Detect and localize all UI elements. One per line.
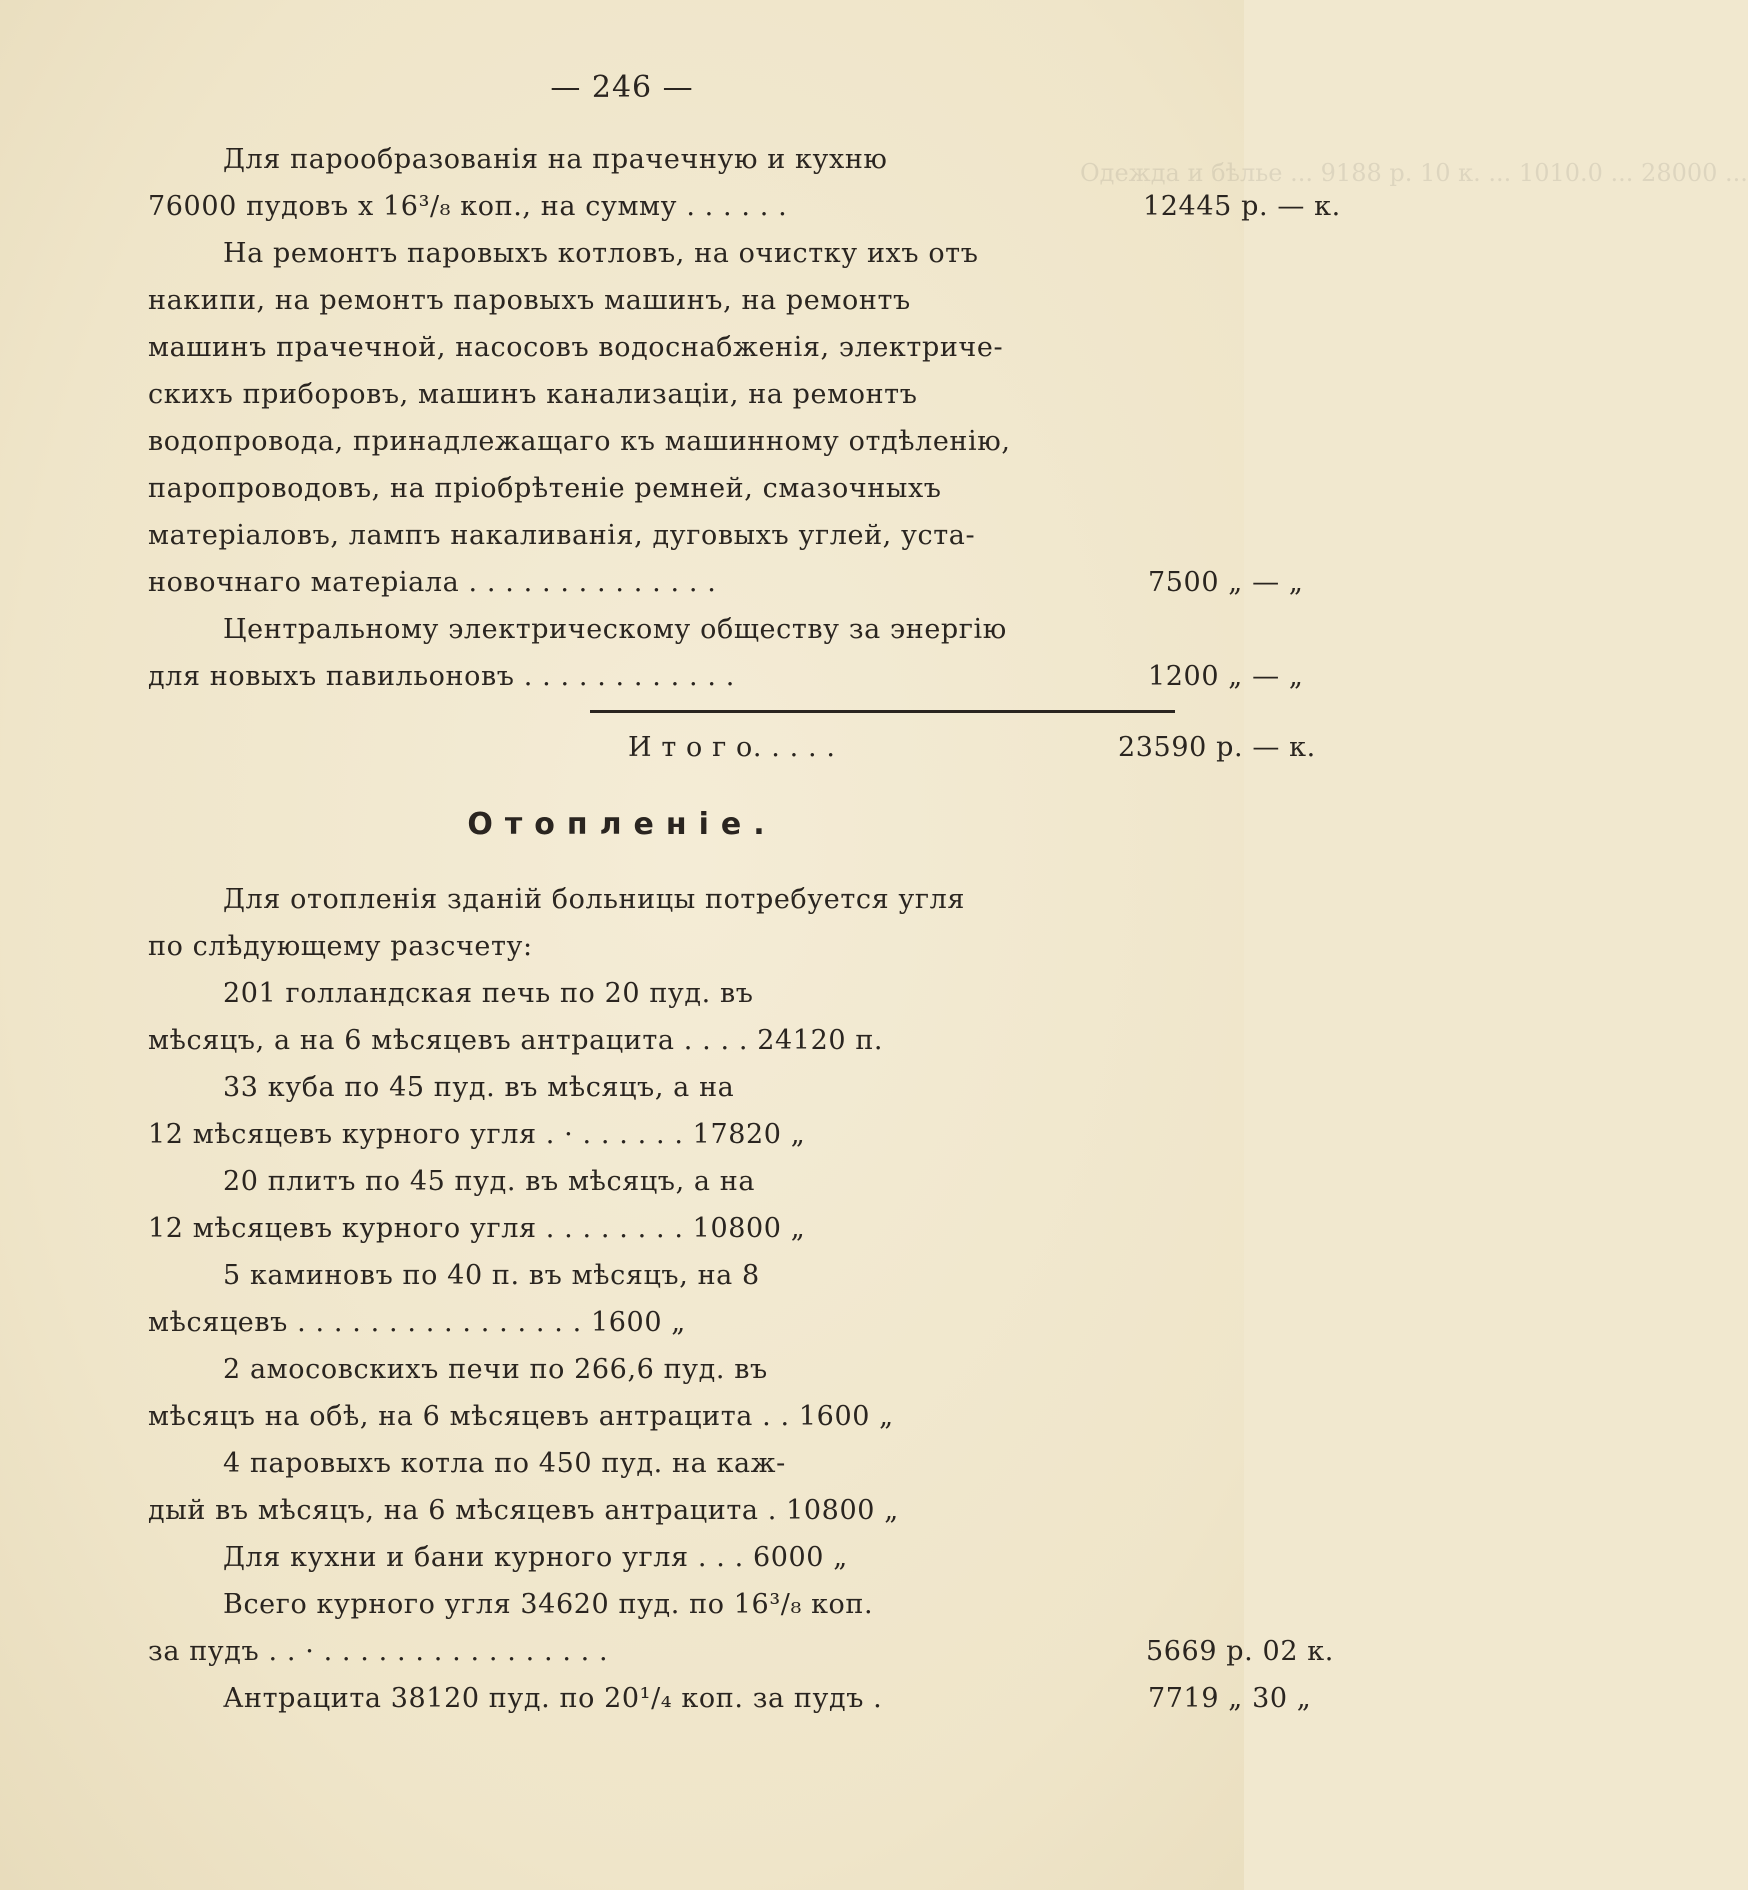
heating-item-line-1: 20 плитъ по 45 пуд. въ мѣсяцъ, а на: [223, 1166, 756, 1197]
repairs-line: На ремонтъ паровыхъ котловъ, на очистку ихъ отъ: [223, 238, 979, 269]
heating-item-line-1: 201 голландская печь по 20 пуд. въ: [223, 978, 754, 1009]
total-label: И т о г о. . . . .: [628, 732, 836, 763]
coal-amount: 5669 р. 02 к.: [1146, 1636, 1334, 1667]
repairs-line: паропроводовъ, на пріобрѣтеніе ремней, смазочныхъ: [148, 473, 942, 504]
heating-item-line-2: мѣсяцъ на обѣ, на 6 мѣсяцевъ антрацита . . 1600 „: [148, 1401, 894, 1432]
heating-item-line-1: 2 амосовскихъ печи по 266,6 пуд. въ: [223, 1354, 768, 1385]
repairs-amount: 7500 „ — „: [1148, 567, 1304, 598]
heating-item-line-2: дый въ мѣсяцъ, на 6 мѣсяцевъ антрацита . 10800 „: [148, 1495, 899, 1526]
heating-kitchen: Для кухни и бани курного угля . . . 6000 „: [223, 1542, 848, 1573]
repairs-line: новочнаго матеріала . . . . . . . . . . . . . .: [148, 567, 717, 598]
total-amount: 23590 р. — к.: [1118, 732, 1316, 763]
heating-item-line-2: мѣсяцевъ . . . . . . . . . . . . . . . . 1600 „: [148, 1307, 686, 1338]
laundry-line-1: Для парообразованія на прачечную и кухню: [223, 144, 888, 175]
total-rule: [590, 710, 1175, 713]
electric-line-2: для новыхъ павильоновъ . . . . . . . . . . . .: [148, 661, 735, 692]
laundry-amount: 12445 р. — к.: [1143, 191, 1341, 222]
laundry-line-2: 76000 пудовъ х 16³/₈ коп., на сумму . . . . . .: [148, 191, 788, 222]
heating-item-line-1: 33 куба по 45 пуд. въ мѣсяцъ, а на: [223, 1072, 735, 1103]
heating-item-line-1: 5 каминовъ по 40 п. въ мѣсяцъ, на 8: [223, 1260, 760, 1291]
section-heading: Отопленіе.: [467, 807, 777, 842]
bleed-through-text: Одежда и бѣлье ... 9188 р. 10 к. ... 1010.0 ... 28000 ...: [1080, 159, 1748, 187]
page-number: — 246 —: [550, 70, 694, 105]
heating-item-line-2: 12 мѣсяцевъ курного угля . · . . . . . . 17820 „: [148, 1119, 806, 1150]
repairs-line: матеріаловъ, лампъ накаливанія, дуговыхъ углей, уста-: [148, 520, 976, 551]
anthracite-amount: 7719 „ 30 „: [1148, 1683, 1312, 1714]
heating-intro-1: Для отопленія зданій больницы потребуется угля: [223, 884, 966, 915]
heating-item-line-2: мѣсяцъ, а на 6 мѣсяцевъ антрацита . . . . 24120 п.: [148, 1025, 884, 1056]
heating-item-line-2: 12 мѣсяцевъ курного угля . . . . . . . . 10800 „: [148, 1213, 806, 1244]
repairs-line: машинъ прачечной, насосовъ водоснабженія, электриче-: [148, 332, 1004, 363]
repairs-line: накипи, на ремонтъ паровыхъ машинъ, на ремонтъ: [148, 285, 911, 316]
heating-intro-2: по слѣдующему разсчету:: [148, 931, 533, 962]
repairs-line: водопровода, принадлежащаго къ машинному отдѣленію,: [148, 426, 1011, 457]
anthracite-line: Антрацита 38120 пуд. по 20¹/₄ коп. за пудъ .: [223, 1683, 883, 1714]
coal-line-1: Всего курного угля 34620 пуд. по 16³/₈ коп.: [223, 1589, 874, 1620]
electric-amount: 1200 „ — „: [1148, 661, 1304, 692]
heating-item-line-1: 4 паровыхъ котла по 450 пуд. на каж-: [223, 1448, 786, 1479]
repairs-line: скихъ приборовъ, машинъ канализаціи, на ремонтъ: [148, 379, 918, 410]
coal-line-2: за пудъ . . · . . . . . . . . . . . . . . . .: [148, 1636, 609, 1667]
electric-line-1: Центральному электрическому обществу за энергію: [223, 614, 1007, 645]
